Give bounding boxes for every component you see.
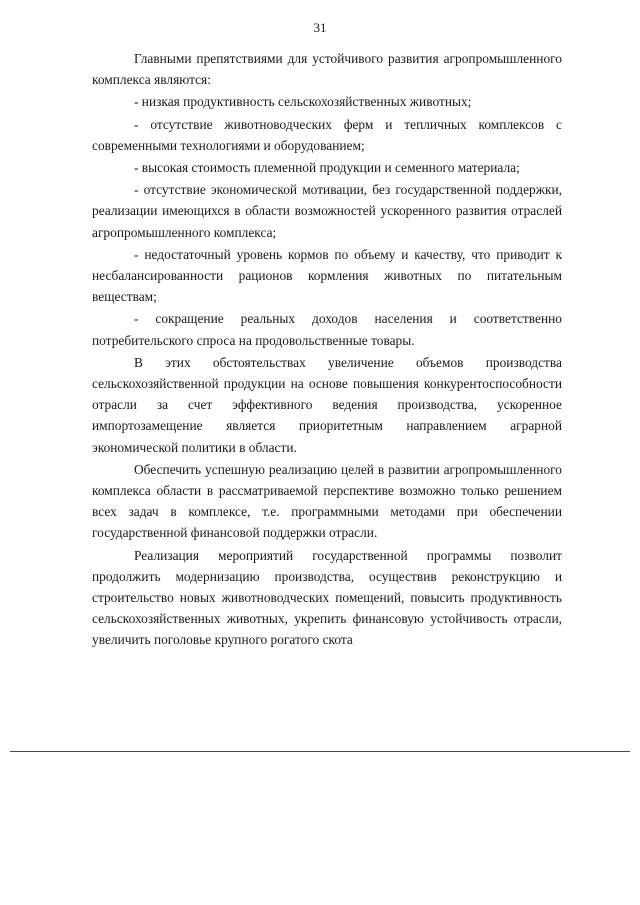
paragraph-ensure: Обеспечить успешную реализацию целей в развитии агропромышленного комплекса области в рассматриваемой перспективе возможно только решением всех задач в комплексе, т.е. программными методами при обеспечении государственной финансовой поддержки отрасли. (92, 461, 562, 541)
list-item-no-farms: - отсутствие животноводческих ферм и тепличных комплексов с современными технологиями и оборудованием; (92, 116, 562, 153)
page-number: 31 (313, 20, 327, 35)
paragraph-circumstances: В этих обстоятельствах увеличение объемов производства сельскохозяйственной продукции на основе повышения конкурентоспособности отрасли за счет эффективного ведения производства, ускоренное импортозамещение является приоритетным направлением аграрной экономической политики в области. (92, 354, 562, 455)
list-item-feed-shortage: - недостаточный уровень кормов по объему и качеству, что приводит к несбалансированности рационов кормления животных по питательным веществам; (92, 246, 562, 305)
paragraph-implementation: Реализация мероприятий государственной программы позволит продолжить модернизацию производства, осуществив реконструкцию и строительство новых животноводческих помещений, повысить продуктивность сельскохозяйственных животных, укрепить финансовую устойчивость отрасли, увеличить поголовье крупного рогатого скота (92, 547, 562, 648)
list-item-low-productivity: - низкая продуктивность сельскохозяйственных животных; (134, 94, 472, 110)
page-body (92, 48, 562, 652)
list-item-income-decline: - сокращение реальных доходов населения и соответственно потребительского спроса на продовольственные товары. (92, 311, 562, 348)
page-bottom-rule (10, 751, 630, 752)
list-item-no-motivation: - отсутствие экономической мотивации, без государственной поддержки, реализации имеющихся в области возможностей ускоренного развития отраслей агропромышленного комплекса; (92, 182, 562, 240)
list-item-high-cost: - высокая стоимость племенной продукции и семенного материала; (134, 160, 520, 176)
paragraph-intro: Главными препятствиями для устойчивого развития агропромышленного комплекса являются: (92, 51, 562, 88)
